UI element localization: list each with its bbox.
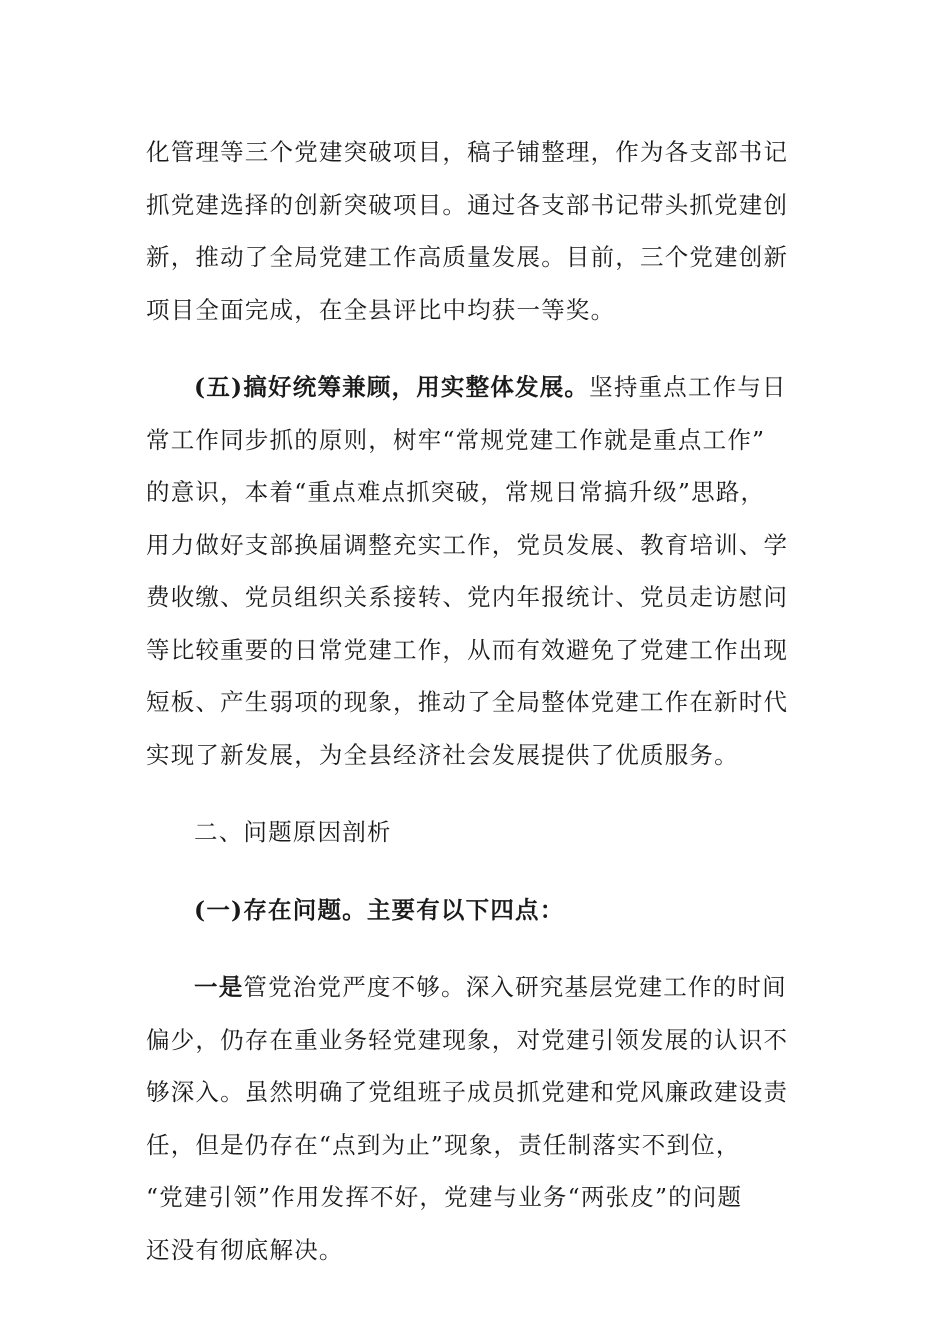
text-line: “党建引领”作用发挥不好，党建与业务“两张皮”的问题 (146, 1183, 743, 1211)
text-line: 抓党建选择的创新突破项目。通过各支部书记带头抓党建创 (146, 190, 789, 219)
paragraph-overall-development (146, 361, 789, 781)
paragraph-gap (146, 336, 786, 361)
text-run: 坚持重点工作与日 (589, 373, 787, 401)
subheading-existing-problems: (一)存在问题。主要有以下四点： (194, 895, 565, 924)
text-line: 项目全面完成，在全县评比中均获一等奖。 (146, 295, 616, 324)
text-line: 的意识，本着“重点难点抓突破，常规日常搞升级”思路， (146, 478, 766, 506)
point-label-one: 一是 (194, 973, 244, 1001)
text-line: 常工作同步抓的原则，树牢“常规党建工作就是重点工作” (146, 425, 766, 454)
text-line: 任，但是仍存在“点到为止”现象，责任制落实不到位， (146, 1130, 741, 1159)
section-title-five: (五)搞好统筹兼顾，用实整体发展。 (194, 373, 590, 401)
text-line: 费收缴、党员组织关系接转、党内年报统计、党员走访慰问 (146, 583, 789, 611)
text-line: 短板、产生弱项的现象，推动了全局整体党建工作在新时代 (146, 688, 789, 716)
paragraph-project-summary (146, 126, 789, 336)
document-page (146, 126, 789, 1276)
text-line (146, 961, 786, 1014)
text-line: 够深入。虽然明确了党组班子成员抓党建和党风廉政建设责 (146, 1078, 789, 1106)
text-line: 偏少，仍存在重业务轻党建现象，对党建引领发展的认识不 (146, 1025, 789, 1054)
text-line: 化管理等三个党建突破项目，稿子铺整理，作为各支部书记 (146, 138, 789, 166)
text-run: 管党治党严度不够。深入研究基层党建工作的时间 (243, 973, 787, 1001)
paragraph-gap (146, 936, 786, 961)
text-line: 实现了新发展，为全县经济社会发展提供了优质服务。 (146, 740, 739, 769)
text-line: 用力做好支部换届调整充实工作，党员发展、教育培训、学 (146, 530, 789, 559)
paragraph-gap (146, 859, 786, 884)
section-heading-problem-analysis: 二、问题原因剖析 (194, 818, 392, 846)
text-line: 新，推动了全局党建工作高质量发展。目前，三个党建创新 (146, 243, 789, 271)
text-line (146, 361, 786, 414)
text-line: 还没有彻底解决。 (146, 1235, 344, 1264)
paragraph-gap (146, 781, 786, 806)
paragraph-problem-one (146, 961, 789, 1276)
text-line: 等比较重要的日常党建工作，从而有效避免了党建工作出现 (146, 635, 789, 664)
